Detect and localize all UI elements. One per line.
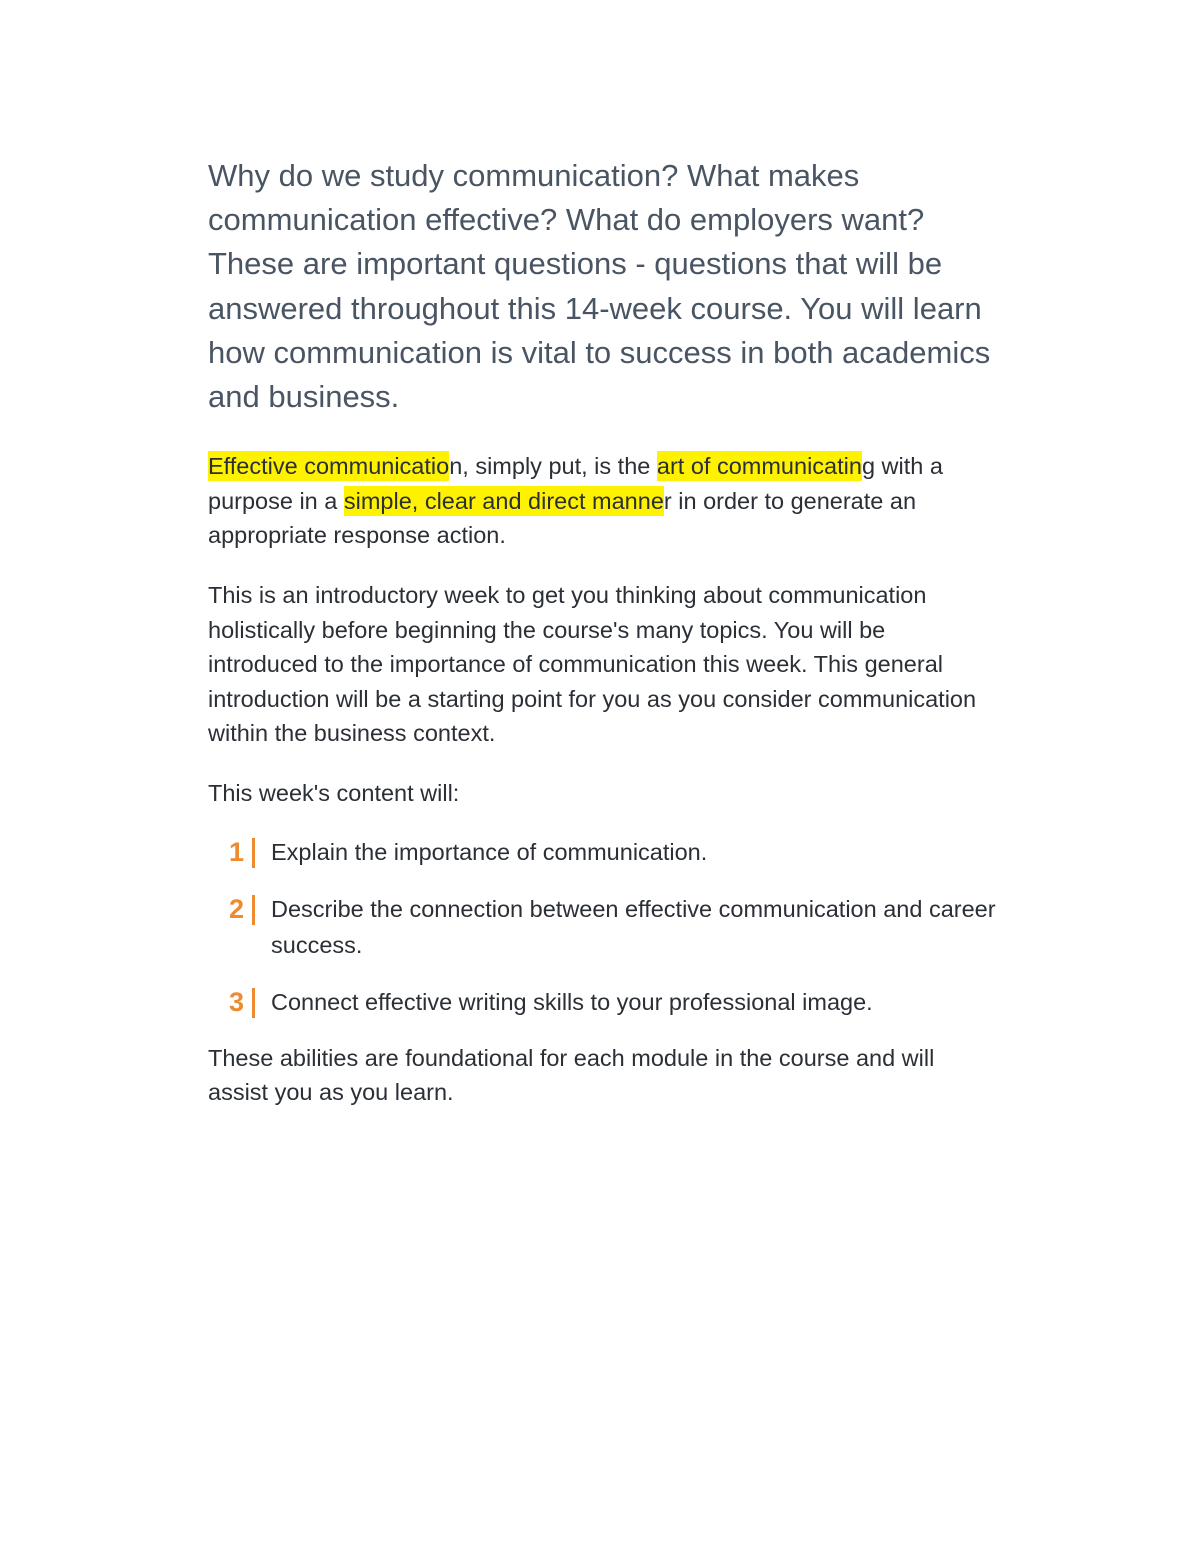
objective-number: 2: [229, 893, 245, 924]
objective-number: 3: [229, 986, 245, 1017]
objective-item: [208, 984, 998, 1020]
objective-text: Connect effective writing skills to your professional image.: [271, 988, 873, 1015]
objective-divider: [252, 988, 255, 1018]
objectives-lead: This week's content will:: [208, 779, 460, 806]
objective-item: [208, 834, 998, 870]
document-content: [208, 154, 998, 1110]
objectives-list: [208, 834, 998, 1020]
highlight-effective-communication: Effective communicatio: [208, 453, 450, 480]
highlight-simple-clear-direct: simple, clear and direct manne: [343, 487, 664, 514]
definition-text-1: n, simply put, is the: [449, 453, 657, 480]
objective-item: [208, 891, 998, 963]
objective-number: 1: [229, 836, 245, 867]
highlight-art-of-communicating: art of communicatin: [656, 453, 862, 480]
objective-divider: [252, 838, 255, 868]
closing-paragraph: These abilities are foundational for each module in the course and will assist you as you learn.: [208, 1044, 935, 1106]
intro-paragraph: Why do we study communication? What makes communication effective? What do employers want? These are important questions - questions that will be answered throughout this 14-week course. You will learn how communication is vital to success in both academics and business.: [208, 158, 991, 415]
body-paragraph: This is an introductory week to get you thinking about communication holistically before beginning the course's many topics. You will be introduced to the importance of communication this week. This general introduction will be a starting point for you as you consider communication within the business context.: [208, 582, 977, 747]
objective-text: Describe the connection between effective communication and career success.: [271, 895, 996, 958]
objective-text: Explain the importance of communication.: [271, 838, 708, 865]
definition-paragraph: [208, 449, 998, 553]
objective-divider: [252, 895, 255, 925]
definition-text-3: r in order to generate an appropriate response action.: [208, 487, 917, 549]
definition-text-2: g with a purpose in a: [208, 453, 943, 514]
